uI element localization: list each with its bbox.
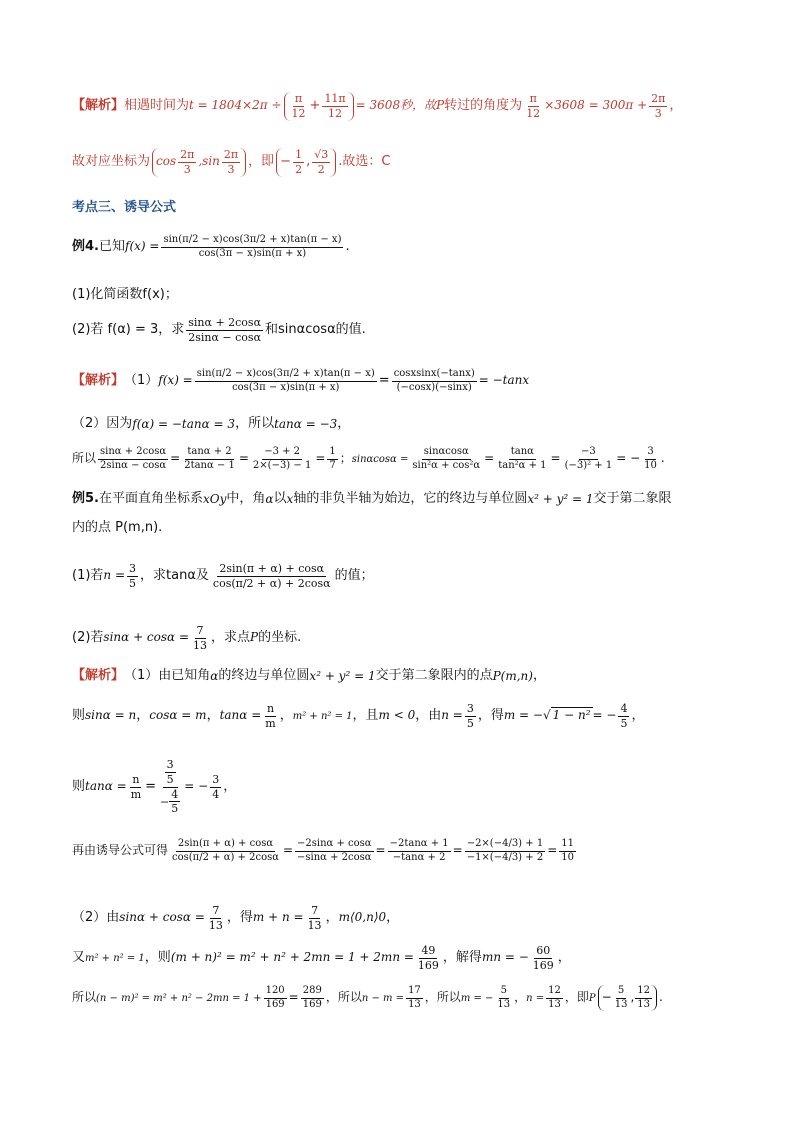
example-5-solution-6 bbox=[72, 944, 734, 973]
fraction: $\frac{3}{5}$ bbox=[466, 702, 474, 730]
punct: ， bbox=[532, 668, 546, 683]
solution-line-2 bbox=[72, 148, 734, 177]
fraction: $\frac{3}{4}$ bbox=[212, 772, 220, 801]
math-expr: mn = − bbox=[481, 950, 529, 965]
example-5-solution-5 bbox=[72, 904, 734, 933]
punct: ， bbox=[557, 949, 571, 965]
fraction: $\frac{3}{5}$ bbox=[129, 562, 137, 590]
math-expr: ×3608 = 300π + bbox=[544, 98, 648, 113]
math-expr: m + n = bbox=[252, 910, 304, 925]
example-5-solution-2 bbox=[72, 702, 734, 731]
math-expr: α bbox=[210, 668, 219, 683]
text: ，解得 bbox=[442, 949, 482, 965]
solution-label: 【解析】 bbox=[72, 372, 125, 388]
example-label: 例5. bbox=[72, 491, 99, 506]
fraction: $\frac{3}{10}$ bbox=[644, 446, 657, 471]
fraction: $\frac{\sin\alpha + 2\cos\alpha}{2\sin\alpha - \cos\alpha}$ bbox=[188, 316, 262, 344]
fraction: $\frac{2\pi}{3}$ bbox=[651, 92, 666, 120]
math-expr: sinα = n bbox=[85, 708, 137, 723]
fraction: $\frac{\tan\alpha + 2}{2\tan\alpha - 1}$ bbox=[184, 446, 235, 471]
text: ，求tanα及 bbox=[140, 567, 209, 583]
math-expr: m < 0 bbox=[378, 708, 416, 723]
math-expr: (m + n)² = m² + n² + 2mn = 1 + 2mn = bbox=[170, 950, 414, 965]
text: 再由诱导公式可得 bbox=[72, 843, 169, 858]
operator: = bbox=[484, 451, 495, 466]
fraction: $\frac{7}{13}$ bbox=[307, 904, 322, 932]
math-expr: P(m,n) bbox=[492, 668, 533, 683]
fraction: $\frac{\text{cosxsinx(−tanx)}}{(-\cos x)(-\sin x)}$ bbox=[393, 368, 475, 393]
fraction: $\frac{12}{13}$ bbox=[548, 985, 561, 1010]
math-expr: tanα = −3 bbox=[274, 416, 338, 431]
math-expr: = −tanx bbox=[478, 373, 530, 388]
text: ，所以 bbox=[325, 990, 362, 1005]
punct: . bbox=[659, 990, 663, 1005]
fraction: $\frac{17}{13}$ bbox=[408, 985, 421, 1010]
operator: = bbox=[547, 843, 558, 858]
text: 的值； bbox=[334, 567, 374, 583]
text: 交于第二象限 bbox=[593, 491, 672, 506]
math-expr: f(α) = −tanα = 3 bbox=[132, 416, 236, 431]
math-expr: (n − m)² = m² + n² − 2mn = 1 + bbox=[96, 992, 262, 1004]
math-expr: cosα = m bbox=[149, 708, 207, 723]
math-expr: ,sin bbox=[198, 154, 220, 169]
fraction: $\frac{\tan\alpha}{\text{tan²α + 1}}$ bbox=[498, 446, 547, 471]
text: (1)若 bbox=[72, 567, 104, 583]
math-expr: x bbox=[286, 491, 294, 506]
text: ，即 bbox=[248, 153, 275, 169]
point-p: P bbox=[588, 992, 596, 1004]
fraction: $\frac{\sin(\pi/2 - x)\cos(3\pi/2 + x)\tan(\pi - x)}{\cos(3\pi - x)\sin(\pi + x)}$ bbox=[163, 234, 342, 259]
fraction: $\frac{2\pi}{3}$ bbox=[180, 148, 195, 176]
fraction: $\frac{-3}{\text{(−3)² + 1}}$ bbox=[564, 446, 613, 471]
math-expr: n = bbox=[441, 708, 463, 723]
punct: ， bbox=[206, 707, 220, 723]
example-5-question-2 bbox=[72, 624, 734, 653]
math-expr: m⟨0,n⟩0 bbox=[338, 910, 387, 925]
example-4-question-1: (1)化简函数f(x)； bbox=[72, 287, 178, 302]
example-label: 例4. bbox=[72, 238, 99, 254]
punct: ， bbox=[669, 97, 683, 113]
math-expr: f(x) = bbox=[158, 373, 193, 388]
text: 转过的角度为 bbox=[444, 97, 523, 113]
example-5-solution-3 bbox=[72, 758, 734, 816]
fraction: $\frac{√3}{2}$ bbox=[314, 148, 329, 176]
text: 相遇时间为 bbox=[124, 97, 190, 113]
math-expr: n − m = bbox=[361, 992, 405, 1004]
math-expr: m = − bbox=[460, 992, 494, 1004]
text: (2)若 f(α) = 3，求 bbox=[72, 321, 185, 337]
operator: = bbox=[145, 778, 157, 794]
example-4-question-2 bbox=[72, 316, 734, 345]
fraction: $\frac{\sin\alpha\cos\alpha}{\text{sin²α + cos²α}}$ bbox=[412, 446, 481, 471]
text: ，得 bbox=[226, 909, 253, 925]
math-expr: = 3608秒，故 bbox=[355, 98, 437, 113]
text: （2）因为 bbox=[72, 416, 133, 431]
example-5-statement bbox=[72, 491, 734, 508]
fraction: $\frac{60}{169}$ bbox=[532, 944, 554, 972]
example-5-statement-cont: 内的点 P(m,n). bbox=[72, 520, 163, 535]
text: （1）由已知角 bbox=[124, 668, 211, 683]
fraction: $\frac{2\sin(\pi + \alpha) + \cos\alpha}{\cos(\pi/2 + \alpha) + 2\cos\alpha}$ bbox=[172, 838, 279, 863]
fraction: $\frac{5}{13}$ bbox=[497, 985, 511, 1010]
operator: = − bbox=[616, 451, 641, 466]
operator: = bbox=[452, 843, 463, 858]
fraction: $\frac{-2\sin\alpha + \cos\alpha}{-\sin\alpha + 2\cos\alpha}$ bbox=[297, 838, 372, 863]
punct: ， bbox=[631, 707, 645, 723]
text: 的坐标. bbox=[258, 629, 302, 645]
math-expr: P bbox=[250, 630, 259, 645]
punct: ； bbox=[339, 451, 352, 466]
fraction: $\frac{\pi}{12}$ bbox=[526, 92, 541, 120]
operator: = bbox=[282, 843, 294, 858]
text: ，所以 bbox=[235, 416, 275, 431]
operator: = bbox=[238, 451, 249, 466]
fraction: $\frac{2\pi}{3}$ bbox=[223, 148, 239, 176]
fraction: $\frac{\sin(\pi/2 - x)\cos(3\pi/2 + x)\tan(\pi - x)}{\cos(3\pi - x)\sin(\pi + x)}$ bbox=[196, 368, 375, 393]
fraction: $\frac{-2\times(-4/3) + 1}{-1\times(-4/3) + 2}$ bbox=[466, 838, 544, 863]
operator: − bbox=[280, 153, 292, 169]
text: .故选：C bbox=[338, 153, 391, 169]
fraction: $\frac{1}{2}$ bbox=[295, 148, 303, 176]
text: 和sinαcosα的值. bbox=[265, 321, 366, 337]
text: 所以 bbox=[72, 990, 97, 1005]
text: 已知 bbox=[98, 238, 125, 254]
text: 所以 bbox=[72, 451, 97, 466]
math-expr: n = bbox=[526, 992, 545, 1004]
text: 则 bbox=[72, 707, 86, 723]
text: 又 bbox=[72, 949, 86, 965]
text: 轴的非负半轴为始边，它的终边与单位圆 bbox=[293, 491, 528, 506]
section-title: 考点三、诱导公式 bbox=[72, 200, 177, 215]
punct: ， bbox=[337, 416, 351, 431]
math-expr: f(x) = bbox=[125, 239, 160, 254]
math-expr: x² + y² = 1 bbox=[309, 668, 376, 683]
point-p: P bbox=[436, 98, 445, 113]
punct: . bbox=[660, 451, 665, 466]
text: （1） bbox=[124, 372, 159, 388]
example-4-solution-1 bbox=[72, 368, 734, 394]
example-5-solution-4 bbox=[72, 838, 734, 864]
fraction: $\frac{n}{m}$ bbox=[130, 772, 142, 801]
punct: ， bbox=[279, 707, 293, 723]
text: 的终边与单位圆 bbox=[218, 668, 310, 683]
text: 则 bbox=[72, 778, 86, 794]
math-expr: m = − bbox=[503, 708, 543, 723]
punct: ， bbox=[514, 990, 527, 1005]
text: (2)若 bbox=[72, 629, 104, 645]
parenthesis-group bbox=[284, 92, 354, 121]
text: ，即 bbox=[564, 990, 589, 1005]
example-5-solution-1 bbox=[72, 668, 734, 685]
text: 交于第二象限内的点 bbox=[375, 668, 493, 683]
text: 在平面直角坐标系 bbox=[98, 491, 203, 506]
text: 故对应坐标为 bbox=[72, 153, 151, 169]
solution-label: 【解析】 bbox=[72, 668, 125, 683]
math-expr: tanα = bbox=[85, 779, 127, 794]
punct: ， bbox=[325, 909, 339, 925]
fraction: $\frac{11\pi}{12}$ bbox=[324, 92, 346, 120]
fraction: $\frac{\pi}{12}$ bbox=[291, 92, 306, 120]
example-4-statement bbox=[72, 234, 734, 260]
fraction: $\frac{1}{7}$ bbox=[329, 446, 336, 471]
punct: ， bbox=[386, 909, 400, 925]
parenthesis-group bbox=[152, 148, 246, 177]
math-expr: m² + n² = 1 bbox=[292, 710, 353, 722]
text: （2）由 bbox=[72, 909, 120, 925]
text: ，且 bbox=[352, 707, 379, 723]
math-expr: = − bbox=[184, 779, 209, 794]
math-expr: = − bbox=[592, 708, 617, 723]
fraction: $\frac{7}{13}$ bbox=[208, 904, 223, 932]
fraction: $\frac{-3 + 2}{2\times(-3) - 1}$ bbox=[252, 446, 312, 471]
operator: = bbox=[375, 843, 386, 858]
solution-label: 【解析】 bbox=[72, 97, 125, 113]
operator: = bbox=[378, 372, 390, 388]
fraction: $\frac{120}{169}$ bbox=[265, 985, 285, 1010]
operator: = bbox=[170, 451, 181, 466]
fraction: $\frac{289}{169}$ bbox=[302, 985, 322, 1010]
operator: = bbox=[288, 990, 299, 1005]
text: 中，角 bbox=[226, 491, 266, 506]
parenthesis-group bbox=[276, 148, 336, 177]
fraction: $\frac{11}{10}$ bbox=[561, 838, 574, 863]
math-expr: sinαcosα = bbox=[351, 453, 409, 465]
math-expr: sinα + cosα = bbox=[103, 630, 190, 645]
example-4-solution-3 bbox=[72, 446, 734, 472]
math-expr: α bbox=[265, 491, 274, 506]
punct: ， bbox=[223, 778, 237, 794]
punct: . bbox=[345, 238, 350, 254]
math-expr: n = bbox=[103, 568, 126, 583]
operator: = bbox=[550, 451, 561, 466]
math-expr: tanα = bbox=[219, 708, 262, 723]
math-expr: cos bbox=[156, 154, 177, 169]
operator: = bbox=[315, 451, 326, 466]
example-5-solution-7 bbox=[72, 985, 734, 1011]
math-expr: t = 1804×2π ÷ bbox=[189, 98, 282, 113]
parenthesis-group: − $\frac{5}{13}$ , $\frac{12}{13}$ bbox=[598, 985, 657, 1011]
punct: , bbox=[306, 153, 311, 169]
example-4-solution-2 bbox=[72, 416, 734, 433]
fraction: $\frac{\sin\alpha + 2\cos\alpha}{2\sin\alpha - \cos\alpha}$ bbox=[100, 446, 167, 471]
punct: ， bbox=[136, 707, 150, 723]
fraction: $\frac{n}{m}$ bbox=[265, 702, 276, 730]
fraction: $\frac{2\sin(\pi + \alpha) + \cos\alpha}{\cos(\pi/2 + \alpha) + 2\cos\alpha}$ bbox=[212, 562, 331, 590]
math-expr: m² + n² = 1 bbox=[85, 952, 145, 964]
fraction: $\frac{7}{13}$ bbox=[193, 624, 208, 652]
math-expr: xOy bbox=[203, 491, 227, 506]
math-expr: x² + y² = 1 bbox=[527, 491, 594, 506]
fraction: $\frac{49}{169}$ bbox=[417, 944, 439, 972]
solution-line-1 bbox=[72, 92, 734, 121]
text: 以 bbox=[273, 491, 287, 506]
sqrt-expr: √ 1 − n² bbox=[542, 708, 591, 723]
text: ，所以 bbox=[424, 990, 461, 1005]
example-5-question-1 bbox=[72, 562, 734, 591]
text: ，则 bbox=[144, 949, 171, 965]
operator: + bbox=[309, 97, 321, 113]
text: ，由 bbox=[415, 707, 442, 723]
fraction: $\frac{4}{5}$ bbox=[620, 702, 628, 730]
text: ，得 bbox=[477, 707, 504, 723]
compound-fraction: $\frac{3}{5}$ − $\frac{4}{5}$ bbox=[160, 758, 179, 816]
text: ，求点 bbox=[211, 629, 251, 645]
fraction: $\frac{-2\tan\alpha + 1}{-\tan\alpha + 2}$ bbox=[389, 838, 449, 863]
math-expr: sinα + cosα = bbox=[119, 910, 205, 925]
